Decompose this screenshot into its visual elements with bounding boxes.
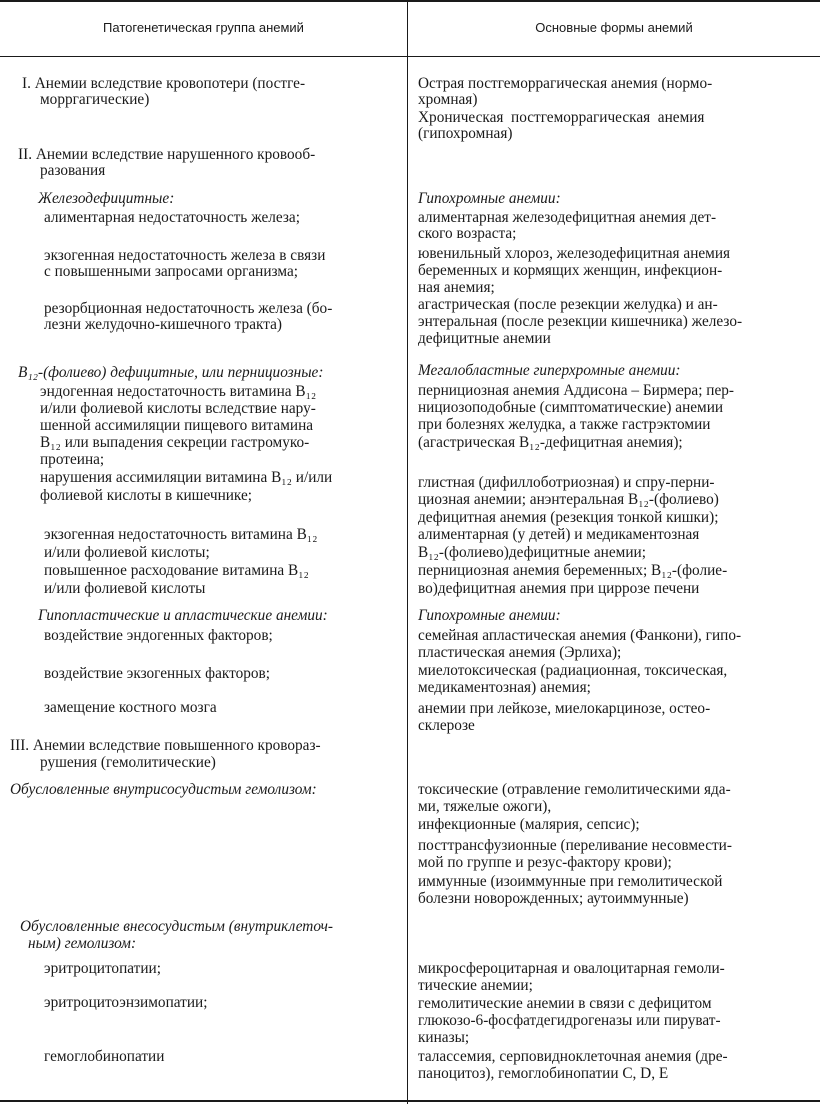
hypo-cause-1: воздействие эндогенных факторов; — [44, 627, 273, 644]
group-3-title-cont: рушения (гемолитические) — [40, 754, 216, 771]
hypo-cause-3: замещение костного мозга — [44, 699, 217, 716]
hypo-form-3-cont: склерозе — [418, 717, 475, 734]
group-1-title-cont: морргагические) — [40, 91, 150, 108]
column-header-pathogenetic-group: Патогенетическая группа анемий — [103, 20, 304, 35]
extra-form-3-cont: паноцитоз), гемоглобинопатии C, D, E — [418, 1065, 669, 1082]
iron-form-1-cont: ского возраста; — [418, 225, 517, 242]
hypo-cause-2: воздействие экзогенных факторов; — [44, 665, 271, 682]
extra-form-1: микросфероцитарная и овалоцитарная гемоли- — [418, 960, 725, 977]
b12-form-4-cont: во)дефицитная анемия при циррозе печени — [418, 580, 700, 597]
b12-cause-4: повышенное расходование витамина B₁₂ — [44, 562, 309, 579]
b12-heading: B₁₂-(фолиево) дефицитные, или пернициозные: — [18, 364, 324, 381]
hypo-form-3: анемии при лейкозе, миелокарцинозе, остео- — [418, 700, 711, 717]
b12-cause-1-l5: протеина; — [40, 451, 105, 468]
b12-cause-1-l4: B₁₂ или выпадения секреции гастромуко- — [40, 434, 310, 451]
b12-form-1-l4: (агастрическая B₁₂-дефицитная анемия); — [418, 434, 683, 451]
iron-form-2: ювенильный хлороз, железодефицитная анемия — [418, 245, 731, 262]
hypo-form-1-cont: пластическая анемия (Эрлиха); — [418, 644, 622, 661]
iron-cause-2-cont: с повышенными запросами организма; — [44, 263, 298, 280]
group-3-title: III. Анемии вследствие повышенного кровораз- — [10, 737, 321, 754]
b12-form-2-l2: циозная анемии; анэнтеральная B₁₂-(фолиево) — [418, 491, 719, 508]
hypo-form-1: семейная апластическая анемия (Фанкони), гипо- — [418, 627, 742, 644]
intra-form-4: иммунные (изоиммунные при гемолитической — [418, 873, 723, 890]
b12-form-4: пернициозная анемия беременных; B₁₂-(фолие- — [418, 562, 728, 579]
table-bottom-rule — [0, 1100, 820, 1102]
hypo-form-2: миелотоксическая (радиационная, токсическая, — [418, 662, 728, 679]
intra-form-3-cont: мой по группе и резус-фактору крови); — [418, 854, 672, 871]
b12-form-3: алиментарная (у детей) и медикаментозная — [418, 526, 700, 543]
b12-form-1-l2: нициозоподобные (симптоматические) анемии — [418, 399, 724, 416]
group-1-title: I. Анемии вследствие кровопотери (постге- — [22, 75, 306, 92]
g1-form-1-cont: хромная) — [418, 91, 478, 108]
b12-form-3-cont: B₁₂-(фолиево)дефицитные анемии; — [418, 544, 646, 561]
extra-cause-3: гемоглобинопатии — [44, 1048, 165, 1065]
iron-form-1: алиментарная железодефицитная анемия дет- — [418, 209, 717, 226]
b12-cause-1-l3: шенной ассимиляции пищевого витамина — [40, 417, 314, 434]
hypochromic-heading: Гипохромные анемии: — [418, 190, 561, 207]
b12-cause-1: эндогенная недостаточность витамина B₁₂ — [40, 383, 317, 400]
iron-cause-1: алиментарная недостаточность железа; — [44, 209, 300, 226]
extra-form-1-cont: тические анемии; — [418, 977, 533, 994]
iron-cause-2: экзогенная недостаточность железа в связи — [44, 247, 326, 264]
extravascular-heading-cont: ным) гемолизом: — [28, 935, 137, 952]
hypo-form-2-cont: медикаментозная) анемия; — [418, 679, 591, 696]
intra-form-4-cont: болезни новорожденных; аутоиммунные) — [418, 890, 689, 907]
table-top-rule — [0, 0, 820, 2]
group-2-title: II. Анемии вследствие нарушенного кровооб- — [18, 146, 316, 163]
extra-form-2-l3: киназы; — [418, 1029, 470, 1046]
iron-deficiency-heading: Железодефицитные: — [38, 190, 175, 207]
b12-cause-4-cont: и/или фолиевой кислоты — [44, 580, 206, 597]
g1-form-2: Хроническая постгеморрагическая анемия — [418, 109, 705, 126]
g1-form-1: Острая постгеморрагическая анемия (нормо- — [418, 75, 713, 92]
extra-cause-2: эритроцитоэнзимопатии; — [44, 994, 208, 1011]
intra-form-1-cont: ми, тяжелые ожоги), — [418, 798, 552, 815]
iron-cause-3: резорбционная недостаточность железа (бо- — [44, 300, 333, 317]
megaloblastic-heading: Мегалобластные гиперхромные анемии: — [418, 362, 681, 379]
extravascular-heading: Обусловленные внесосудистым (внутриклеточ- — [20, 918, 333, 935]
hypochromic-heading-2: Гипохромные анемии: — [418, 607, 561, 624]
extra-cause-1: эритроцитопатии; — [44, 960, 161, 977]
b12-cause-3-cont: и/или фолиевой кислоты; — [44, 544, 210, 561]
extra-form-3: талассемия, серповидноклеточная анемия (дре- — [418, 1048, 728, 1065]
b12-cause-1-l2: и/или фолиевой кислоты вследствие нару- — [40, 400, 316, 417]
iron-cause-3-cont: лезни желудочно-кишечного тракта) — [44, 316, 282, 333]
group-2-title-cont: разования — [40, 162, 106, 179]
b12-cause-2-cont: фолиевой кислоты в кишечнике; — [40, 487, 253, 504]
intra-form-2: инфекционные (малярия, сепсис); — [418, 816, 640, 833]
hypoplastic-heading: Гипопластические и апластические анемии: — [38, 607, 328, 624]
b12-cause-3: экзогенная недостаточность витамина B₁₂ — [44, 526, 318, 543]
intravascular-heading: Обусловленные внутрисосудистым гемолизом: — [10, 781, 317, 798]
b12-form-2-l3: дефицитная анемия (резекция тонкой кишки); — [418, 509, 719, 526]
iron-form-3: агастрическая (после резекции желудка) и ан- — [418, 296, 718, 313]
b12-cause-2: нарушения ассимиляции витамина B₁₂ и/или — [40, 469, 333, 486]
extra-form-2-l2: глюкозо-6-фосфатдегидрогеназы или пируват- — [418, 1012, 721, 1029]
intra-form-1: токсические (отравление гемолитическими яда- — [418, 781, 731, 798]
intra-form-3: посттрансфузионные (переливание несовмести- — [418, 837, 732, 854]
iron-form-3-cont: энтеральная (после резекции кишечника) железо- — [418, 313, 743, 330]
b12-form-2: глистная (дифиллоботриозная) и спру-перни- — [418, 474, 715, 491]
b12-form-1: пернициозная анемия Аддисона – Бирмера; пер- — [418, 382, 734, 399]
header-rule — [0, 56, 820, 57]
extra-form-2: гемолитические анемии в связи с дефицитом — [418, 995, 712, 1012]
column-header-forms: Основные формы анемий — [535, 20, 693, 35]
g1-form-2-cont: (гипохромная) — [418, 125, 513, 142]
b12-form-1-l3: при болезнях желудка, а также гастрэктомии — [418, 416, 711, 433]
iron-form-3-cont2: дефицитные анемии — [418, 330, 551, 347]
iron-form-2-cont: беременных и кормящих женщин, инфекцион- — [418, 262, 723, 279]
iron-form-2-cont2: ная анемия; — [418, 279, 495, 296]
